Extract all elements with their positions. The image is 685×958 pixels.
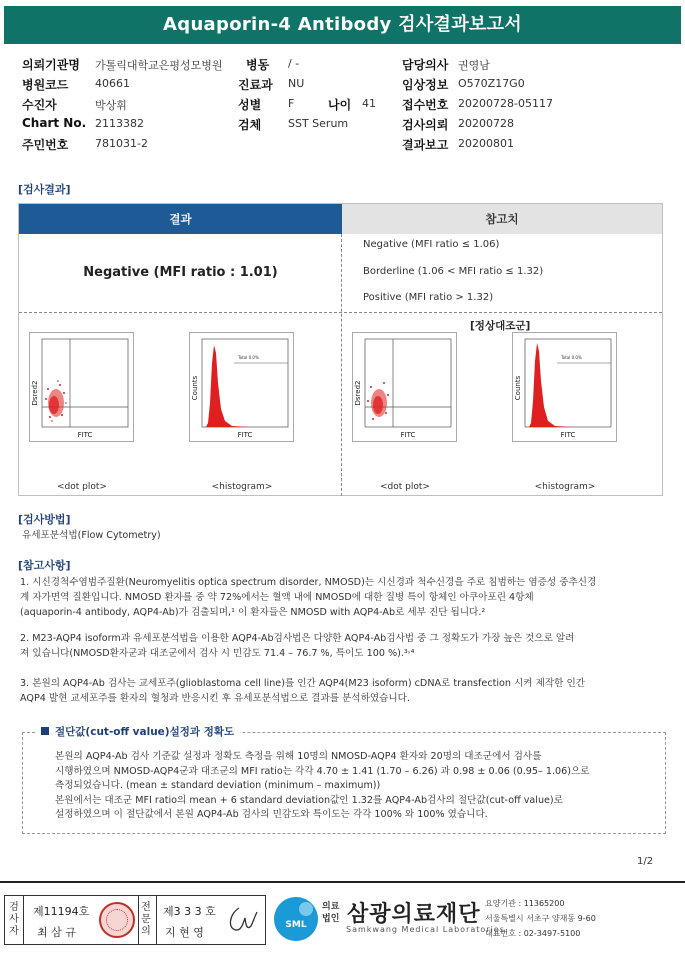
clinical-value: O570Z17G0	[458, 77, 525, 90]
hist-ylabel: Counts	[191, 375, 199, 401]
seal-icon	[99, 902, 135, 938]
page-number: 1/2	[637, 856, 654, 867]
institution-value: 가톨릭대학교은평성모병원	[95, 59, 223, 72]
tester-name: 최 삼 규	[37, 926, 76, 939]
cutoff-line-4: 본원에서는 대조군 MFI ratio의 mean + 6 standard deviation값인 1.32를 AQP4-Ab검사의 절단값(cut-off value)로	[55, 794, 563, 806]
cutoff-line-2: 시행하였으며 NMOSD-AQP4군과 대조군의 MFI ratio는 각각 4.70 ± 1.41 (1.70 – 6.26) 과 0.98 ± 0.06 (0.95– 1.06)으로	[55, 765, 590, 777]
method-text: 유세포분석법(Flow Cytometry)	[22, 530, 161, 541]
report-value: 20200801	[458, 137, 514, 150]
org-phone: 대표번호 : 02-3497-5100	[485, 929, 581, 938]
sign-divider-1	[23, 896, 24, 944]
hospital-code-value: 40661	[95, 77, 130, 90]
result-value: Negative (MFI ratio : 1.01)	[83, 265, 278, 280]
control-dot-plot	[352, 332, 457, 442]
reference-borderline: Borderline (1.06 < MFI ratio ≤ 1.32)	[363, 266, 544, 277]
control-hist-ylabel: Counts	[514, 375, 522, 401]
cutoff-line-3: 측정되었습니다. (mean ± standard deviation (minimum – maximum))	[55, 780, 381, 791]
receipt-value: 20200728-05117	[458, 97, 553, 110]
row-divider	[19, 312, 662, 313]
ward-label: 병동	[246, 58, 270, 72]
reference-header: 참고치	[342, 204, 662, 234]
cutoff-title-text: 절단값(cut-off value)설정과 정확도	[55, 726, 235, 738]
cutoff-title	[35, 724, 240, 739]
org-address: 서울특별시 서초구 양재동 9-60	[485, 914, 596, 923]
dept-label: 진료과	[238, 78, 273, 92]
note-1-line-3: (aquaporin-4 antibody, AQP4-Ab)가 검출되며,¹ 이 환자들은 NMOSD with AQP4-Ab로 세부 진단 됩니다.²	[20, 607, 486, 618]
control-dot-caption: <dot plot>	[380, 482, 430, 492]
sex-value: F	[288, 97, 295, 110]
result-table	[18, 203, 663, 496]
org-code: 요양기관 : 11365200	[485, 899, 565, 908]
cutoff-line-5: 설정하였으며 이 절단값에서 본원 AQP4-Ab 검사의 민감도와 특이도는 각각 100% 와 100% 였습니다.	[55, 809, 488, 820]
patient-value: 박상휘	[95, 99, 127, 112]
institution-label: 의뢰기관명	[22, 58, 80, 72]
ward-value: / -	[288, 57, 300, 70]
square-bullet-icon	[41, 727, 49, 735]
report-title: Aquaporin-4 Antibody 검사결과보고서	[4, 6, 681, 44]
column-divider	[341, 234, 342, 496]
dot-xlabel: FITC	[77, 431, 93, 439]
request-value: 20200728	[458, 117, 514, 130]
doctor-label: 담당의사	[402, 58, 449, 72]
sml-logo-icon	[272, 895, 320, 943]
notes-section-label: [참고사항]	[18, 559, 71, 572]
reference-positive: Positive (MFI ratio > 1.32)	[363, 292, 494, 303]
clinical-label: 임상정보	[402, 78, 449, 92]
patient-hist-caption: <histogram>	[211, 482, 273, 492]
patient-dot-plot	[29, 332, 134, 442]
note-2-line-2: 져 있습니다(NMOSD환자군과 대조군에서 검사 시 민감도 71.4 – 76.7 %, 특이도 100 %).³˒⁴	[20, 648, 415, 659]
control-hist-gate-text: Total 0.0%	[561, 355, 582, 360]
patient-label: 수진자	[22, 98, 57, 112]
id-label: 주민번호	[22, 138, 69, 152]
method-section-label: [검사방법]	[18, 513, 71, 526]
cutoff-text	[55, 750, 655, 823]
cutoff-line-1: 본원의 AQP4-Ab 검사 기준값 설정과 정확도 측정을 위해 10명의 NMOSD-AQP4 환자와 20명의 대조군에서 검사를	[55, 751, 542, 762]
reference-negative: Negative (MFI ratio ≤ 1.06)	[363, 239, 500, 250]
report-label: 결과보고	[402, 138, 449, 152]
patient-info	[0, 56, 685, 156]
hist-gate-text: Total 0.0%	[238, 355, 259, 360]
control-group-label: [정상대조군]	[470, 320, 531, 332]
org-prefix-1: 의료	[322, 902, 340, 912]
specimen-label: 검체	[238, 118, 262, 132]
chart-value: 2113382	[95, 117, 144, 130]
patient-histogram	[189, 332, 294, 442]
id-value: 781031-2	[95, 137, 148, 150]
dept-value: NU	[288, 77, 305, 90]
sign-divider-3	[156, 896, 157, 944]
receipt-label: 접수번호	[402, 98, 449, 112]
specimen-value: SST Serum	[288, 117, 349, 130]
note-1-line-2: 계 자가면역 질환입니다. NMOSD 환자를 중 약 72%에서는 혈액 내에 NMOSD에 대한 질병 특이 항체인 아쿠아포린 4항체	[20, 592, 534, 603]
logo-text: SML	[285, 920, 307, 930]
org-name: 삼광의료재단	[347, 902, 481, 927]
doctor-value: 권영남	[458, 59, 490, 72]
note-2-line-1: 2. M23-AQP4 isoform과 유세포분석법을 이용한 AQP4-Ab검사법은 다양한 AQP4-Ab검사법 중 그 정확도가 가장 높은 것으로 알려	[20, 633, 575, 644]
dot-ylabel: Dsred2	[31, 380, 39, 406]
signature-box	[4, 895, 266, 945]
verifier-name: 지 현 영	[165, 926, 204, 939]
chart-label: Chart No.	[22, 116, 87, 130]
org-prefix-2: 법인	[322, 914, 340, 924]
control-hist-xlabel: FITC	[560, 431, 576, 439]
age-label: 나이	[328, 98, 352, 112]
footer-divider	[0, 881, 685, 883]
tester-license: 제11194호	[33, 905, 90, 918]
hospital-code-label: 병원코드	[22, 78, 69, 92]
patient-dot-caption: <dot plot>	[57, 482, 107, 492]
tester-label: 검사자	[9, 902, 19, 937]
note-1-line-1: 1. 시신경척수염범주질환(Neuromyelitis optica spectrum disorder, NMOSD)는 시신경과 척수신경을 주로 침범하는 염증성 중추신경	[20, 577, 597, 588]
org-english: Samkwang Medical Laboratories	[346, 925, 505, 934]
result-header: 결과	[19, 204, 342, 234]
age-value: 41	[362, 97, 376, 110]
control-histogram	[512, 332, 617, 442]
note-3-line-2: AQP4 발현 교세포주를 환자의 혈청과 반응시킨 후 유세포분석법으로 결과를 분석하였습니다.	[20, 693, 410, 704]
hist-xlabel: FITC	[237, 431, 253, 439]
request-label: 검사의뢰	[402, 118, 449, 132]
control-hist-caption: <histogram>	[534, 482, 596, 492]
control-dot-xlabel: FITC	[400, 431, 416, 439]
note-3-line-1: 3. 본원의 AQP4-Ab 검사는 교세포주(glioblastoma cell line)를 인간 AQP4(M23 isoform) cDNA로 transfection 시켜 제작한 인간	[20, 678, 585, 689]
sex-label: 성별	[238, 98, 262, 112]
signature-icon	[225, 904, 263, 936]
results-section-label: [검사결과]	[18, 183, 71, 196]
verifier-label: 전문의	[141, 902, 151, 937]
control-dot-ylabel: Dsred2	[354, 380, 362, 406]
verifier-license: 제3 3 3 호	[163, 905, 216, 918]
